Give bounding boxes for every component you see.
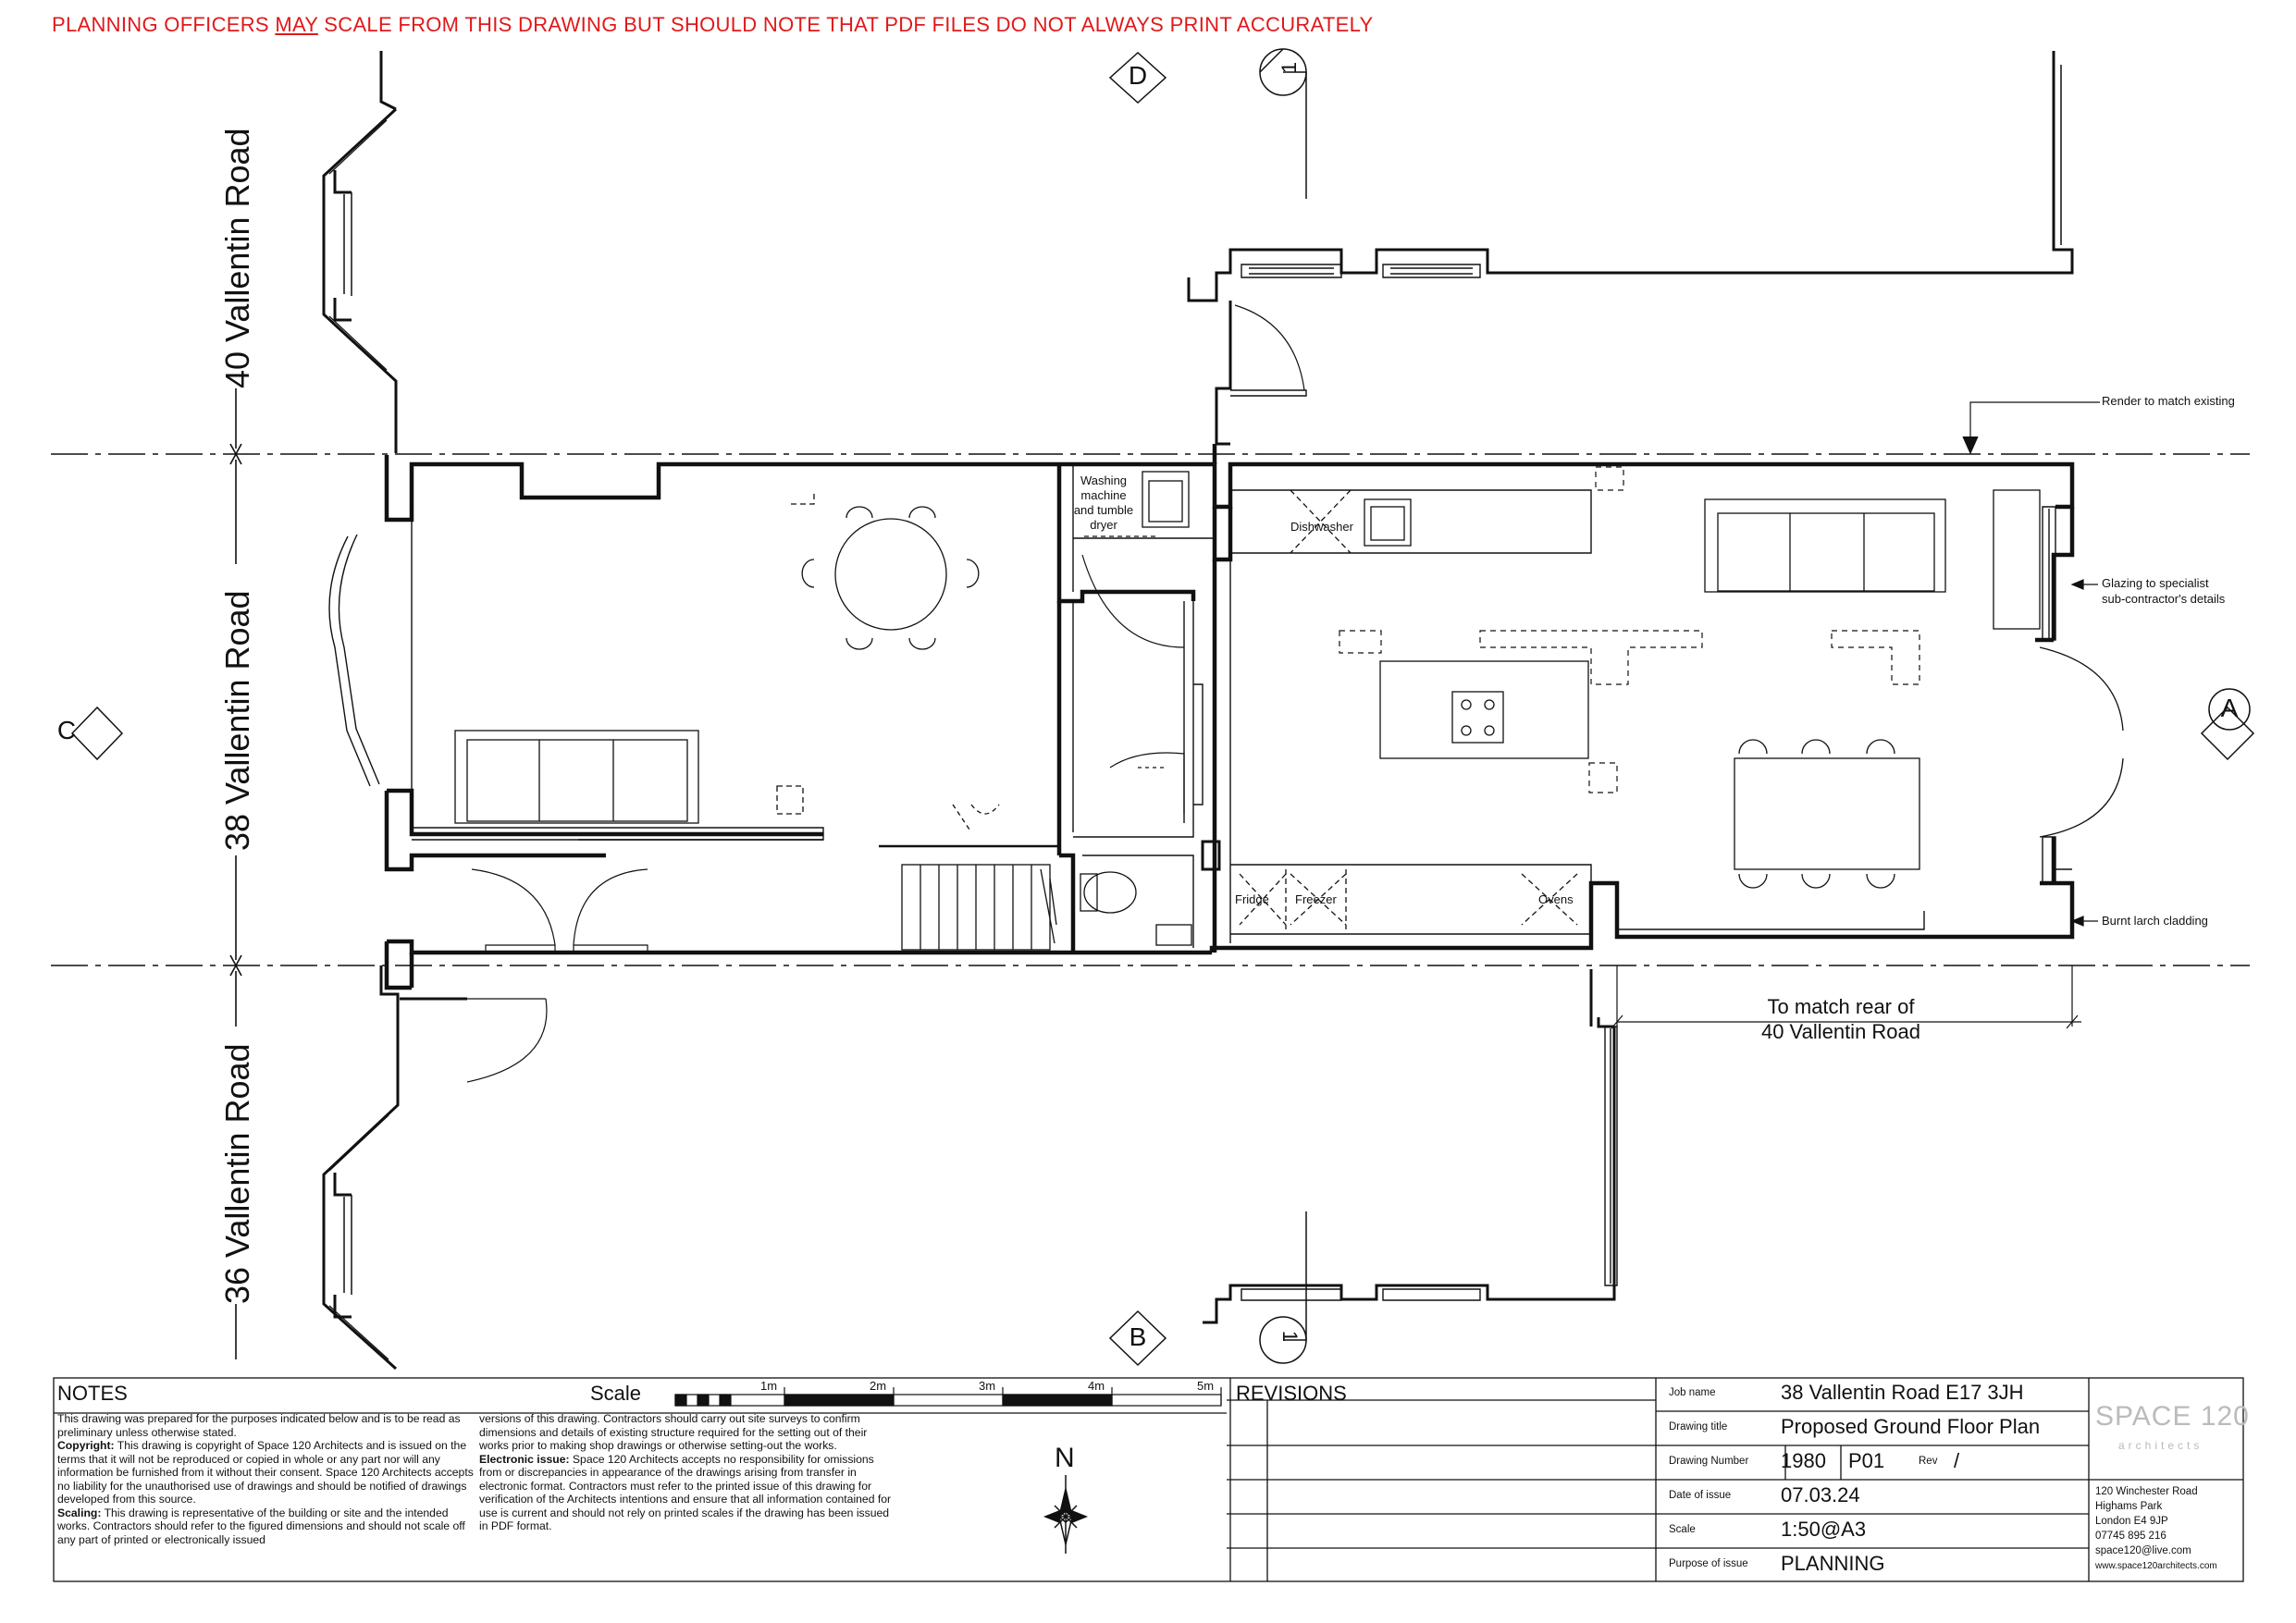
section-marker-b: B	[1129, 1322, 1147, 1351]
revisions-heading: REVISIONS	[1236, 1382, 1347, 1405]
drawing-number-value: 1980	[1781, 1449, 1826, 1472]
purpose-value: PLANNING	[1781, 1552, 1885, 1575]
larch-note: Burnt larch cladding	[2102, 914, 2208, 928]
rear-sofa	[1705, 490, 2040, 629]
rev-label: Rev	[1919, 1456, 1938, 1467]
date-label: Date of issue	[1669, 1490, 1732, 1501]
rear-dining-table	[1734, 647, 2123, 888]
freezer-label: Freezer	[1295, 892, 1337, 906]
utility-room	[1080, 472, 1191, 945]
ghost-furniture	[1339, 467, 1920, 793]
purpose-label: Purpose of issue	[1669, 1558, 1748, 1569]
scale-tick-5m: 5m	[1197, 1379, 1215, 1393]
washing-label-1: Washing	[1080, 473, 1128, 487]
partition-lines	[412, 464, 1924, 948]
scale-value: 1:50@A3	[1781, 1518, 1867, 1541]
annotation-leaders	[1611, 402, 2100, 1028]
section-marker-a: A	[2220, 694, 2239, 722]
scaling-text: This drawing is representative of the building or site and the intended works. Contractors should refer to the figured dimensions and should not scale off any part of printed or electronically issued	[57, 1506, 465, 1546]
drawing-rev-code: P01	[1848, 1449, 1885, 1472]
notes-intro: This drawing was prepared for the purposes indicated below and is to be read as preliminary unless otherwise stated.	[57, 1412, 461, 1439]
drawing-title-label: Drawing title	[1669, 1421, 1728, 1432]
washing-label-4: dryer	[1090, 518, 1117, 532]
drawing-title-value: Proposed Ground Floor Plan	[1781, 1415, 2041, 1438]
date-value: 07.03.24	[1781, 1483, 1860, 1506]
scale-bar	[675, 1387, 1221, 1406]
dining-table-front	[802, 507, 979, 649]
north-label: N	[1055, 1443, 1075, 1473]
scale-tick-4m: 4m	[1088, 1379, 1105, 1393]
banner-text-end: SCALE FROM THIS DRAWING BUT SHOULD NOTE THAT PDF FILES DO NOT ALWAYS PRINT ACCURATELY	[317, 13, 1374, 36]
house-walls	[387, 444, 2072, 988]
street-label-40: 40 Vallentin Road	[218, 128, 256, 388]
banner-text-start: PLANNING OFFICERS	[52, 13, 276, 36]
front-doors	[472, 555, 1184, 953]
notes-column-2	[479, 1412, 897, 1580]
fridge-label: Fridge	[1235, 892, 1269, 906]
scale-tick-1m: 1m	[760, 1379, 778, 1393]
staircase	[902, 865, 1056, 950]
washing-label-2: machine	[1080, 488, 1127, 502]
party-wall-centrelines	[51, 454, 2250, 965]
address-website: www.space120architects.com	[2095, 1561, 2217, 1571]
match-rear-note-1: To match rear of	[1767, 995, 1915, 1018]
electronic-text: Space 120 Architects accepts no responsibility for omissions from or discrepancies in appearance of the drawings arising from transfer in electronic format. Contractors must refer to the printed issue of this drawing for verification of the Architects intentions and ensure that all information contained for use is current and should not rely on printed scales if the drawing has been issued in PDF format.	[479, 1452, 892, 1532]
address-phone: 07745 895 216	[2095, 1531, 2166, 1542]
scaling-label: Scaling:	[57, 1506, 102, 1519]
notes-heading: NOTES	[57, 1382, 128, 1405]
address-line-1: 120 Winchester Road	[2095, 1486, 2198, 1497]
street-label-38: 38 Vallentin Road	[218, 590, 256, 851]
job-name-value: 38 Vallentin Road E17 3JH	[1781, 1381, 2024, 1404]
neighbour-rear-walls	[1189, 51, 2072, 1322]
company-logo-sub: architects	[2118, 1439, 2203, 1452]
address-line-2: Highams Park	[2095, 1501, 2163, 1512]
address-email: space120@live.com	[2095, 1545, 2191, 1556]
scale-tick-3m: 3m	[979, 1379, 996, 1393]
neighbour-36-bay	[324, 965, 547, 1369]
company-logo: SPACE 120	[2095, 1401, 2250, 1432]
section-marker-d: D	[1128, 61, 1148, 90]
sofa-front	[455, 490, 999, 832]
dishwasher-label: Dishwasher	[1290, 520, 1353, 534]
glazing-note-2: sub-contractor's details	[2102, 592, 2226, 606]
banner-text-emphasis: MAY	[275, 13, 318, 36]
rev-value: /	[1954, 1449, 1960, 1472]
section-marker-c: C	[56, 716, 77, 744]
kitchen-units	[1240, 490, 1588, 929]
north-arrow	[1045, 1475, 1086, 1554]
section-markers	[72, 49, 2253, 1365]
electronic-label: Electronic issue:	[479, 1452, 570, 1466]
copyright-label: Copyright:	[57, 1439, 115, 1452]
match-rear-note-2: 40 Vallentin Road	[1760, 1020, 1921, 1043]
scale-heading: Scale	[590, 1382, 642, 1405]
washing-label-3: and tumble	[1073, 503, 1134, 517]
scale-label: Scale	[1669, 1524, 1696, 1535]
copyright-text: This drawing is copyright of Space 120 Architects and is issued on the terms that it will not be reproduced or copied in whole or any part nor will any information be furnished from it without their consent. Space 120 Architects accepts no liability for the unauthorised use of drawings and should be notified of drawings developed from this source.	[57, 1439, 474, 1506]
notes-cont: versions of this drawing. Contractors should carry out site surveys to confirm dimensions and details of existing structure required for the setting out of their works prior to making shop drawings or otherwise setting-out the works.	[479, 1412, 868, 1452]
street-label-36: 36 Vallentin Road	[218, 1043, 256, 1304]
scale-tick-2m: 2m	[870, 1379, 887, 1393]
render-note: Render to match existing	[2102, 394, 2235, 408]
elevation-marker-bottom: 1	[1278, 1330, 1302, 1343]
elevation-marker-top: 1	[1278, 61, 1301, 74]
drawing-number-label: Drawing Number	[1669, 1456, 1749, 1467]
glazing-note-1: Glazing to specialist	[2102, 576, 2209, 590]
notes-column-1	[57, 1412, 475, 1580]
ovens-label: Ovens	[1538, 892, 1574, 906]
windows	[329, 264, 2072, 1300]
neighbour-40-bay	[324, 51, 396, 453]
job-name-label: Job name	[1669, 1387, 1716, 1398]
address-line-3: London E4 9JP	[2095, 1516, 2168, 1527]
